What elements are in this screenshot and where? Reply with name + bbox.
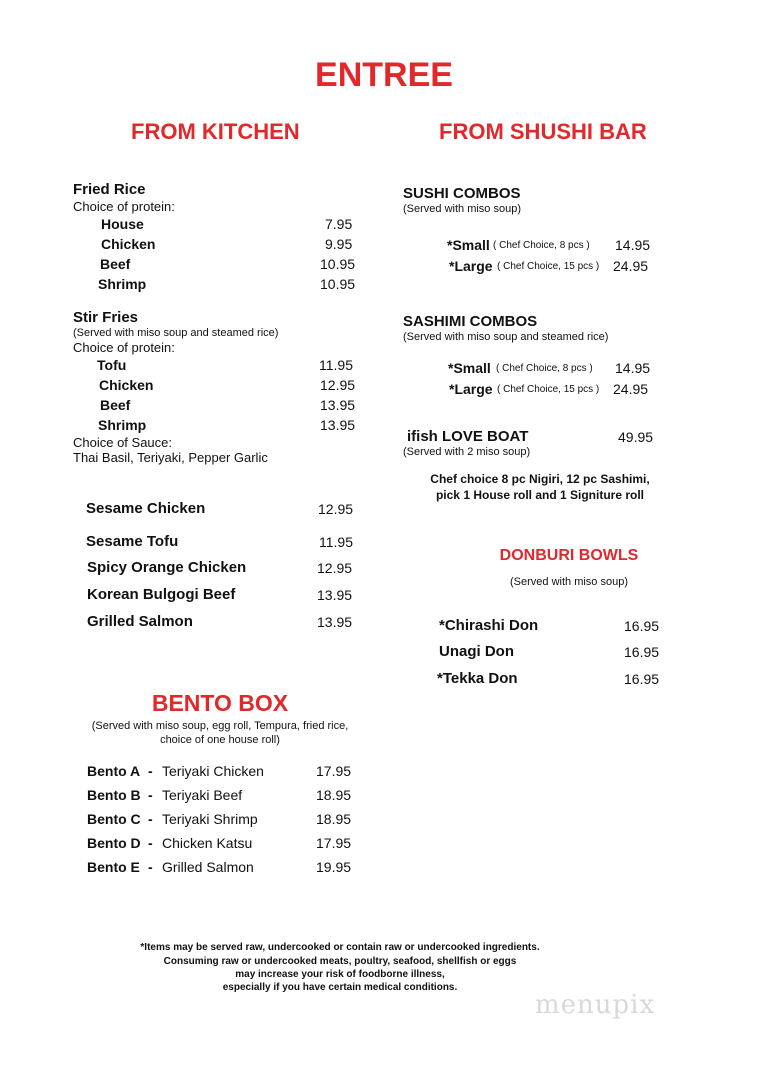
bento-dish: Teriyaki Chicken — [162, 763, 264, 779]
sashimi-combos-note: (Served with miso soup and steamed rice) — [403, 331, 609, 343]
menu-item-name: Chicken — [101, 236, 156, 252]
menu-item-price: 13.95 — [320, 397, 356, 413]
menu-item-name: *Tekka Don — [437, 670, 518, 687]
menu-item-price: 13.95 — [317, 614, 353, 630]
sushi-combos-note: (Served with miso soup) — [403, 203, 521, 215]
sushi-combos-title: SUSHI COMBOS — [403, 185, 521, 202]
bento-dash: - — [148, 811, 153, 827]
love-boat-title: ifish LOVE BOAT — [407, 428, 529, 445]
bento-dish: Chicken Katsu — [162, 835, 253, 851]
combo-detail: ( Chef Choice, 15 pcs ) — [497, 384, 600, 395]
menu-item-price: 12.95 — [318, 501, 354, 517]
combo-size: *Small — [448, 360, 491, 376]
bento-heading: BENTO BOX — [151, 690, 289, 716]
menu-item-price: 18.95 — [316, 787, 352, 803]
bento-note-line1: (Served with miso soup, egg roll, Tempura, fried rice, — [91, 720, 349, 732]
menu-item-price: 14.95 — [615, 360, 651, 376]
kitchen-heading: FROM KITCHEN — [131, 119, 300, 144]
donburi-heading: DONBURI BOWLS — [499, 547, 639, 564]
bento-dish: Teriyaki Shrimp — [162, 811, 258, 827]
menu-item-price: 16.95 — [624, 618, 660, 634]
menu-item-price: 17.95 — [316, 835, 352, 851]
bento-note-line2: choice of one house roll) — [160, 734, 280, 746]
page-title: ENTREE — [315, 56, 453, 94]
bento-dash: - — [148, 859, 153, 875]
sauce-options: Thai Basil, Teriyaki, Pepper Garlic — [73, 450, 268, 465]
menu-item-name: Shrimp — [98, 276, 147, 292]
stir-fries-protein-label: Choice of protein: — [73, 340, 175, 355]
bento-code: Bento E — [87, 859, 140, 875]
sashimi-combos-title: SASHIMI COMBOS — [403, 313, 538, 330]
combo-size: *Large — [449, 381, 493, 397]
menu-item-name: Tofu — [97, 357, 127, 373]
sushi-bar-heading: FROM SHUSHI BAR — [439, 119, 647, 144]
menu-item-price: 9.95 — [325, 236, 353, 252]
menu-item-name: Beef — [100, 256, 131, 272]
menu-item-price: 13.95 — [320, 417, 356, 433]
bento-dash: - — [148, 787, 153, 803]
menu-item-price: 24.95 — [613, 258, 649, 274]
combo-size: *Large — [449, 258, 493, 274]
sauce-label: Choice of Sauce: — [73, 435, 173, 450]
watermark-logo: menupix — [535, 990, 656, 1020]
bento-dash: - — [148, 835, 153, 851]
menu-item-price: 7.95 — [325, 216, 353, 232]
bento-dish: Teriyaki Beef — [162, 787, 243, 803]
bento-code: Bento A — [87, 763, 141, 779]
menu-item-name: *Chirashi Don — [439, 617, 539, 634]
menu-item-price: 10.95 — [320, 276, 356, 292]
menu-item-price: 18.95 — [316, 811, 352, 827]
menu-item-price: 49.95 — [618, 429, 654, 445]
combo-size: *Small — [447, 237, 490, 253]
menu-item-price: 11.95 — [319, 534, 353, 550]
love-boat-desc-line2: pick 1 House roll and 1 Signiture roll — [435, 488, 645, 502]
menu-item-price: 16.95 — [624, 644, 660, 660]
bento-code: Bento C — [87, 811, 141, 827]
menu-item-name: Korean Bulgogi Beef — [87, 586, 236, 603]
menu-item-price: 10.95 — [320, 256, 356, 272]
menu-item-name: Beef — [100, 397, 131, 413]
disclaimer-line: may increase your risk of foodborne illness, — [235, 969, 445, 980]
menu-item-price: 12.95 — [320, 377, 356, 393]
menu-item-name: Sesame Tofu — [86, 533, 179, 550]
menu-item-name: Shrimp — [98, 417, 147, 433]
disclaimer-line: Consuming raw or undercooked meats, poultry, seafood, shellfish or eggs — [163, 956, 517, 967]
fried-rice-protein-label: Choice of protein: — [73, 199, 175, 214]
bento-code: Bento D — [87, 835, 141, 851]
combo-detail: ( Chef Choice, 15 pcs ) — [497, 261, 600, 272]
menu-item-name: Spicy Orange Chicken — [87, 559, 247, 576]
menu-item-price: 24.95 — [613, 381, 649, 397]
disclaimer-line: *Items may be served raw, undercooked or contain raw or undercooked ingredients. — [140, 942, 540, 953]
menu-item-price: 12.95 — [317, 560, 353, 576]
bento-dash: - — [148, 763, 153, 779]
menu-item-name: Grilled Salmon — [87, 613, 193, 630]
combo-detail: ( Chef Choice, 8 pcs ) — [493, 240, 590, 251]
love-boat-note: (Served with 2 miso soup) — [403, 446, 531, 458]
stir-fries-title: Stir Fries — [73, 309, 139, 326]
menu-item-price: 14.95 — [615, 237, 651, 253]
menu-item-price: 11.95 — [319, 357, 353, 373]
menu-item-price: 17.95 — [316, 763, 352, 779]
bento-dish: Grilled Salmon — [162, 859, 254, 875]
donburi-note: (Served with miso soup) — [510, 576, 628, 588]
menu-item-name: Unagi Don — [439, 643, 514, 660]
stir-fries-note: (Served with miso soup and steamed rice) — [73, 327, 279, 339]
menu-item-price: 16.95 — [624, 671, 660, 687]
menu-item-price: 19.95 — [316, 859, 352, 875]
disclaimer-line: especially if you have certain medical conditions. — [222, 982, 458, 993]
menu-item-name: Sesame Chicken — [86, 500, 206, 517]
menu-item-name: House — [101, 216, 144, 232]
combo-detail: ( Chef Choice, 8 pcs ) — [496, 363, 593, 374]
love-boat-desc-line1: Chef choice 8 pc Nigiri, 12 pc Sashimi, — [430, 472, 650, 486]
menu-item-price: 13.95 — [317, 587, 353, 603]
menu-item-name: Chicken — [99, 377, 154, 393]
bento-code: Bento B — [87, 787, 141, 803]
fried-rice-title: Fried Rice — [73, 181, 146, 198]
